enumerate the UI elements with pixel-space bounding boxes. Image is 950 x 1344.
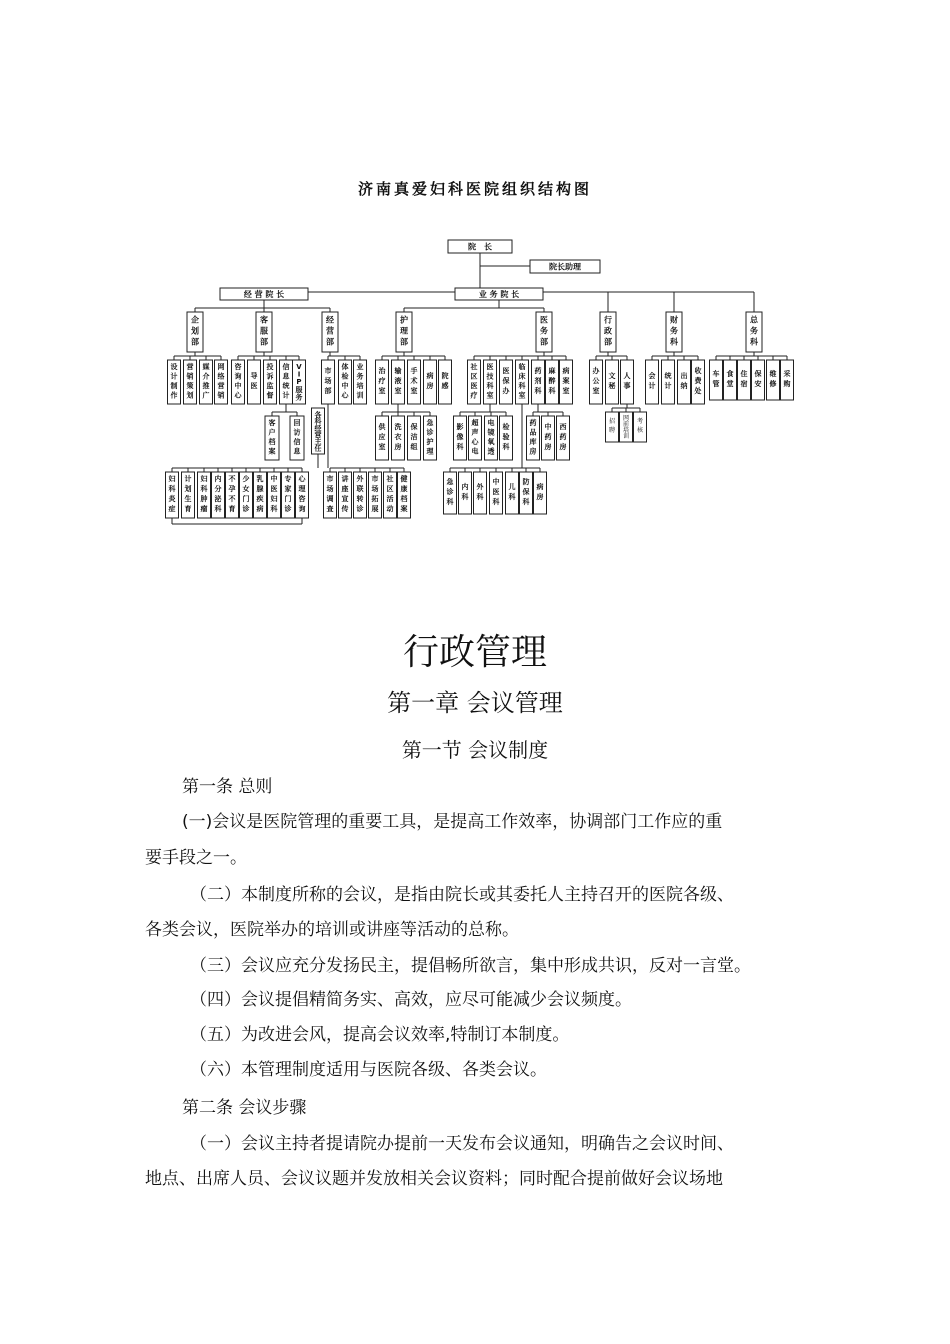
org-market-unit-4-char: 动 xyxy=(386,505,394,513)
org-dept-3-char: 部 xyxy=(400,337,408,347)
org-ops-unit-2-char: 务 xyxy=(356,372,364,381)
main-title: 行政管理 xyxy=(402,632,547,673)
org-medtech-sub-3-char: 检 xyxy=(502,423,510,431)
org-clinical-sub-6-char: 房 xyxy=(536,493,544,501)
org-dept-0-char: 划 xyxy=(191,326,199,336)
org-market-unit-5-char: 案 xyxy=(400,505,408,513)
org-ops-sub-char: 营 xyxy=(314,431,322,439)
org-planning-unit-3-char: 营 xyxy=(217,382,225,390)
org-planning-unit-1-char: 销 xyxy=(186,372,194,381)
org-dept-4-char: 务 xyxy=(540,326,548,336)
org-root-box-label: 院 长 xyxy=(468,242,492,252)
org-medical-unit-1-char: 科 xyxy=(486,382,494,390)
org-service-unit-4-char: 服 xyxy=(295,385,303,394)
org-specialty-unit-4-char: 不 xyxy=(228,495,236,503)
org-clinical-sub-0-char: 诊 xyxy=(446,488,454,496)
article-2-heading: 第二条 会议步骤 xyxy=(182,1098,307,1118)
org-dept-2-char: 营 xyxy=(326,326,334,336)
org-market-unit-3-char: 展 xyxy=(371,505,379,513)
paragraph-2-line-2: 各类会议，医院举办的培训或讲座等活动的总称。 xyxy=(145,920,519,940)
org-specialty-unit-9-char: 心 xyxy=(298,475,306,483)
org-specialty-unit-7-char: 科 xyxy=(270,505,278,513)
org-service-unit-4-char: P xyxy=(296,378,302,387)
org-dept-6-char: 务 xyxy=(670,326,678,336)
org-nursing-sub-0-char: 应 xyxy=(378,433,386,441)
org-nursing-unit-0-char: 室 xyxy=(378,387,386,395)
org-specialty-unit-3-char: 科 xyxy=(214,505,222,513)
org-service-sub-0-char: 户 xyxy=(268,428,276,437)
org-ops-sub-char: 主 xyxy=(314,437,322,446)
org-ops-unit-1-char: 心 xyxy=(341,391,349,400)
org-specialty-unit-0-char: 科 xyxy=(168,485,176,493)
org-specialty-unit-3-char: 分 xyxy=(214,485,222,493)
org-specialty-unit-7-char: 医 xyxy=(270,485,278,493)
org-specialty-unit-7-char: 妇 xyxy=(270,495,278,503)
org-admin-unit-0-char: 公 xyxy=(592,377,600,385)
org-specialty-unit-8-char: 门 xyxy=(284,495,292,503)
org-general-unit-3-char: 安 xyxy=(754,380,762,388)
org-medical-unit-0-char: 疗 xyxy=(470,391,478,400)
org-nursing-sub-0-char: 供 xyxy=(378,423,386,431)
org-medical-unit-0-char: 医 xyxy=(470,382,478,390)
org-planning-unit-3-char: 络 xyxy=(217,372,225,381)
org-market-unit-5-char: 健 xyxy=(400,475,408,483)
org-service-sub-1-char: 信 xyxy=(293,438,301,446)
org-planning-unit-3-char: 销 xyxy=(217,391,225,400)
org-specialty-unit-2-char: 妇 xyxy=(200,475,208,483)
org-assistant-box-label: 院长助理 xyxy=(549,262,581,272)
org-admin-unit-1-char: 文 xyxy=(608,372,616,380)
org-nursing-sub-1-char: 衣 xyxy=(394,433,402,441)
org-pharmacy-sub-1-char: 药 xyxy=(544,433,552,441)
org-service-sub-0-char: 案 xyxy=(268,447,276,456)
org-specialty-unit-7-char: 中 xyxy=(270,475,278,483)
org-specialty-unit-2-char: 科 xyxy=(200,485,208,493)
org-market-unit-5-char: 康 xyxy=(400,485,408,493)
org-general-unit-2-char: 住 xyxy=(740,370,748,378)
org-pharmacy-sub-2-char: 药 xyxy=(559,433,567,441)
org-clinical-sub-2-char: 外 xyxy=(476,483,484,491)
org-pharmacy-sub-2-char: 西 xyxy=(559,423,567,431)
article-1-heading: 第一条 总则 xyxy=(182,777,273,797)
org-hr-sub-0-char: 招 xyxy=(608,418,616,425)
org-dept-5-char: 部 xyxy=(604,337,612,347)
org-planning-unit-0-char: 作 xyxy=(170,391,178,400)
org-medtech-sub-0-char: 影 xyxy=(456,423,464,431)
org-nursing-sub-3-char: 理 xyxy=(426,447,434,456)
org-dept-2-char: 部 xyxy=(326,337,334,347)
org-specialty-unit-6-char: 乳 xyxy=(256,475,264,483)
org-nursing-sub-3-char: 急 xyxy=(426,419,434,427)
org-clinical-sub-3-char: 科 xyxy=(492,498,500,506)
org-clinical-sub-1-char: 内 xyxy=(461,483,469,491)
org-service-unit-2-char: 监 xyxy=(266,382,274,390)
org-medical-unit-5-char: 醉 xyxy=(548,377,556,385)
org-pharmacy-sub-1-char: 房 xyxy=(544,443,552,451)
org-general-unit-3-char: 保 xyxy=(754,370,762,378)
org-dept-0-char: 企 xyxy=(191,315,199,325)
org-medical-unit-0-char: 社 xyxy=(470,363,478,371)
org-nursing-unit-1-char: 室 xyxy=(394,387,402,395)
org-specialty-unit-8-char: 诊 xyxy=(284,505,292,513)
org-medical-unit-3-char: 临 xyxy=(518,363,526,371)
org-planning-unit-0-char: 制 xyxy=(170,382,178,390)
org-market-unit-0-char: 调 xyxy=(326,495,334,503)
org-nursing-sub-0-char: 室 xyxy=(378,443,386,451)
org-general-unit-4-char: 维 xyxy=(769,370,777,378)
org-hr-sub-1-char: 培 xyxy=(622,427,630,434)
org-service-sub-0-char: 客 xyxy=(268,419,276,427)
org-nursing-unit-0-char: 疗 xyxy=(378,377,386,385)
org-hr-sub-1-char: 前 xyxy=(622,421,630,428)
org-service-sub-1-char: 息 xyxy=(293,447,301,456)
org-specialty-unit-3-char: 泌 xyxy=(214,495,222,503)
org-market-unit-0-char: 场 xyxy=(326,485,334,493)
org-dept-5-char: 政 xyxy=(604,326,612,336)
org-specialty-unit-2-char: 瘤 xyxy=(200,505,208,513)
org-medical-unit-2-char: 保 xyxy=(502,377,510,385)
org-specialty-unit-4-char: 育 xyxy=(228,505,236,513)
org-pharmacy-sub-0-char: 房 xyxy=(529,447,537,456)
org-medical-unit-4-char: 科 xyxy=(534,387,542,395)
org-vp-operations-box-label: 经 营 院 长 xyxy=(243,290,285,299)
org-medtech-sub-2-char: 镜 xyxy=(487,428,495,437)
org-medtech-sub-1-char: 声 xyxy=(471,428,479,437)
org-service-unit-0-char: 中 xyxy=(234,382,242,390)
org-service-sub-0-char: 档 xyxy=(268,438,276,446)
org-clinical-sub-5-char: 科 xyxy=(522,498,530,506)
org-service-unit-3-char: 信 xyxy=(282,363,290,371)
org-dept-6-char: 科 xyxy=(670,337,678,347)
org-medical-unit-1-char: 室 xyxy=(486,391,494,400)
org-service-unit-1-char: 导 xyxy=(250,372,258,380)
org-specialty-unit-1-char: 育 xyxy=(184,505,192,513)
org-clinical-sub-3-char: 中 xyxy=(492,478,500,486)
org-service-unit-4-char: I xyxy=(297,370,301,379)
org-medical-unit-5-char: 科 xyxy=(548,387,556,395)
org-market-unit-4-char: 活 xyxy=(386,495,394,503)
org-dept-3-char: 护 xyxy=(400,315,408,325)
org-market-unit-1-char: 座 xyxy=(341,485,349,493)
org-finance-unit-3-char: 费 xyxy=(694,377,702,385)
org-market-unit-1-char: 传 xyxy=(341,505,349,513)
org-pharmacy-sub-0-char: 库 xyxy=(529,438,537,446)
org-nursing-sub-3-char: 护 xyxy=(426,438,434,446)
org-service-unit-4-char: V xyxy=(296,363,302,371)
org-clinical-sub-6-char: 病 xyxy=(536,483,544,491)
org-ops-unit-0-char: 部 xyxy=(324,387,332,395)
org-specialty-unit-3-char: 内 xyxy=(214,475,222,483)
org-service-unit-0-char: 咨 xyxy=(234,363,242,371)
org-specialty-unit-9-char: 理 xyxy=(298,485,306,493)
org-ops-unit-1-char: 中 xyxy=(341,382,349,390)
org-service-sub-1-char: 访 xyxy=(293,428,301,437)
paragraph-2-line-1: （二）本制度所称的会议，是指由院长或其委托人主持召开的医院各级、 xyxy=(190,885,734,905)
org-service-unit-1-char: 医 xyxy=(250,382,258,390)
org-ops-unit-2-char: 训 xyxy=(356,391,364,400)
org-medical-unit-1-char: 技 xyxy=(486,372,494,381)
org-nursing-sub-1-char: 洗 xyxy=(394,423,402,431)
org-specialty-unit-5-char: 女 xyxy=(242,485,250,493)
org-ops-sub-char: 各 xyxy=(314,411,322,419)
org-market-unit-0-char: 市 xyxy=(326,475,334,483)
org-ops-sub-char: 经 xyxy=(314,424,322,433)
org-medical-unit-6-char: 案 xyxy=(562,377,570,385)
org-general-unit-5-char: 采 xyxy=(783,370,791,378)
org-dept-1-char: 客 xyxy=(260,315,268,325)
org-market-unit-5-char: 档 xyxy=(400,495,408,503)
section-title: 第一节 会议制度 xyxy=(401,738,549,762)
org-specialty-unit-2-char: 肿 xyxy=(200,495,208,503)
org-admin-unit-0-char: 办 xyxy=(592,367,600,375)
paragraph-4: （四）会议提倡精简务实、高效，应尽可能减少会议频度。 xyxy=(190,990,632,1010)
org-ops-sub-char: 科 xyxy=(314,417,322,426)
org-specialty-unit-5-char: 门 xyxy=(242,495,250,503)
org-dept-7-char: 总 xyxy=(750,315,758,325)
org-dept-5-char: 行 xyxy=(604,315,612,325)
org-finance-unit-1-char: 统 xyxy=(664,372,672,380)
org-planning-unit-1-char: 划 xyxy=(186,391,194,400)
org-medtech-sub-1-char: 电 xyxy=(471,447,479,456)
org-nursing-unit-3-char: 病 xyxy=(426,372,434,380)
org-specialty-unit-0-char: 炎 xyxy=(168,495,176,503)
org-market-unit-3-char: 拓 xyxy=(371,495,379,503)
org-specialty-unit-1-char: 生 xyxy=(184,495,192,503)
org-nursing-unit-2-char: 室 xyxy=(410,387,418,395)
org-specialty-unit-6-char: 腺 xyxy=(256,485,264,493)
org-clinical-sub-3-char: 医 xyxy=(492,488,500,496)
org-medical-unit-3-char: 室 xyxy=(518,391,526,400)
org-clinical-sub-1-char: 科 xyxy=(461,493,469,501)
org-service-unit-3-char: 计 xyxy=(282,391,290,400)
org-ops-unit-0-char: 市 xyxy=(324,367,332,375)
org-vp-business-box-label: 业 务 院 长 xyxy=(478,290,520,299)
org-general-unit-1-char: 食 xyxy=(726,370,734,378)
org-nursing-sub-3-char: 诊 xyxy=(426,428,434,437)
org-specialty-unit-8-char: 专 xyxy=(284,475,292,483)
org-hr-sub-1-char: 网 xyxy=(622,415,630,422)
org-dept-4-char: 部 xyxy=(540,337,548,347)
org-specialty-unit-6-char: 病 xyxy=(256,505,264,513)
org-finance-unit-1-char: 计 xyxy=(664,382,672,390)
org-service-unit-2-char: 诉 xyxy=(266,372,274,381)
org-market-unit-1-char: 宣 xyxy=(341,495,349,503)
org-nursing-unit-2-char: 手 xyxy=(410,367,418,375)
org-general-unit-0-char: 车 xyxy=(712,370,720,378)
org-hr-sub-2-char: 核 xyxy=(636,427,644,434)
org-nursing-unit-3-char: 房 xyxy=(426,382,434,390)
org-general-unit-4-char: 修 xyxy=(769,380,777,388)
org-nursing-sub-2-char: 组 xyxy=(410,443,418,451)
org-general-unit-1-char: 堂 xyxy=(726,380,734,388)
org-specialty-unit-0-char: 妇 xyxy=(168,475,176,483)
org-admin-unit-1-char: 秘 xyxy=(608,382,616,390)
org-dept-0-char: 部 xyxy=(191,337,199,347)
org-medtech-sub-0-char: 像 xyxy=(456,433,464,441)
paragraph-7-line-1: （一）会议主持者提请院办提前一天发布会议通知，明确告之会议时间、 xyxy=(190,1134,734,1154)
org-chart-title: 济南真爱妇科医院组织结构图 xyxy=(357,180,592,198)
org-medtech-sub-0-char: 科 xyxy=(456,443,464,451)
org-market-unit-2-char: 转 xyxy=(356,495,364,503)
org-dept-7-char: 科 xyxy=(750,337,758,347)
org-admin-unit-0-char: 室 xyxy=(592,387,600,395)
org-clinical-sub-5-char: 保 xyxy=(522,488,530,496)
org-nursing-unit-4-char: 感 xyxy=(441,382,449,390)
org-hr-sub-1-char: 训 xyxy=(622,433,630,440)
org-medical-unit-4-char: 剂 xyxy=(534,377,542,385)
org-clinical-sub-0-char: 科 xyxy=(446,498,454,506)
org-specialty-unit-0-char: 症 xyxy=(168,505,176,513)
org-finance-unit-3-char: 收 xyxy=(694,367,702,375)
org-general-unit-0-char: 管 xyxy=(712,380,720,388)
org-clinical-sub-4-char: 儿 xyxy=(508,483,516,491)
org-market-unit-2-char: 外 xyxy=(356,475,364,483)
org-nursing-sub-1-char: 房 xyxy=(394,443,402,451)
org-medical-unit-2-char: 医 xyxy=(502,367,510,375)
org-planning-unit-1-char: 策 xyxy=(186,382,194,390)
org-specialty-unit-9-char: 咨 xyxy=(298,495,306,503)
org-specialty-unit-8-char: 家 xyxy=(284,485,292,493)
org-market-unit-3-char: 市 xyxy=(371,475,379,483)
org-medtech-sub-3-char: 验 xyxy=(502,433,510,441)
org-nursing-unit-2-char: 术 xyxy=(410,377,418,385)
org-admin-unit-2-char: 人 xyxy=(623,372,631,380)
org-service-unit-3-char: 息 xyxy=(282,372,290,381)
org-service-unit-4-char: 务 xyxy=(295,393,303,402)
org-finance-unit-0-char: 会 xyxy=(648,372,656,380)
org-medtech-sub-2-char: 氧 xyxy=(487,438,495,446)
org-clinical-sub-2-char: 科 xyxy=(476,493,484,501)
org-ops-unit-2-char: 培 xyxy=(356,382,364,390)
org-medical-unit-4-char: 药 xyxy=(534,367,542,375)
org-specialty-unit-5-char: 少 xyxy=(242,475,250,483)
org-nursing-sub-2-char: 洁 xyxy=(410,433,418,441)
org-chart xyxy=(160,232,800,532)
org-nursing-unit-4-char: 院 xyxy=(441,372,449,380)
paragraph-1-line-2: 要手段之一。 xyxy=(145,848,247,868)
org-market-unit-4-char: 区 xyxy=(386,485,394,493)
org-finance-unit-3-char: 处 xyxy=(694,387,702,395)
org-ops-unit-2-char: 业 xyxy=(356,363,364,371)
org-specialty-unit-4-char: 不 xyxy=(228,475,236,483)
org-dept-6-char: 财 xyxy=(670,315,678,325)
org-medtech-sub-2-char: 透 xyxy=(487,447,495,456)
org-medical-unit-3-char: 科 xyxy=(518,382,526,390)
org-dept-2-char: 经 xyxy=(326,315,334,325)
org-planning-unit-0-char: 计 xyxy=(170,372,178,381)
org-hr-sub-2-char: 考 xyxy=(636,418,644,425)
org-admin-unit-2-char: 事 xyxy=(623,382,631,390)
org-finance-unit-2-char: 出 xyxy=(680,372,688,380)
org-pharmacy-sub-2-char: 房 xyxy=(559,443,567,451)
org-hr-sub-0-char: 聘 xyxy=(608,427,616,434)
org-medical-unit-2-char: 办 xyxy=(502,387,510,395)
org-medical-unit-0-char: 区 xyxy=(470,372,478,381)
org-ops-unit-1-char: 体 xyxy=(341,363,349,371)
paragraph-5: （五）为改进会风，提高会议效率,特制订本制度。 xyxy=(190,1025,570,1045)
org-nursing-unit-1-char: 输 xyxy=(394,367,402,375)
org-ops-unit-0-char: 场 xyxy=(324,377,332,385)
org-market-unit-2-char: 诊 xyxy=(356,505,364,513)
org-nursing-unit-0-char: 治 xyxy=(378,367,386,375)
org-pharmacy-sub-0-char: 品 xyxy=(529,428,537,437)
org-medtech-sub-2-char: 电 xyxy=(487,419,495,427)
org-planning-unit-2-char: 介 xyxy=(202,372,210,381)
org-dept-3-char: 理 xyxy=(400,326,408,336)
org-ops-sub-char: 任 xyxy=(314,444,322,453)
org-nursing-unit-1-char: 液 xyxy=(394,377,402,385)
org-planning-unit-3-char: 网 xyxy=(217,363,225,371)
org-dept-7-char: 务 xyxy=(750,326,758,336)
chapter-title: 第一章 会议管理 xyxy=(387,689,563,717)
org-medical-unit-5-char: 麻 xyxy=(548,367,556,375)
paragraph-1-line-1: (一)会议是医院管理的重要工具，是提高工作效率，协调部门工作应的重 xyxy=(182,812,723,832)
org-specialty-unit-9-char: 询 xyxy=(298,505,306,513)
org-ops-unit-1-char: 检 xyxy=(341,372,349,381)
paragraph-3: （三）会议应充分发扬民主，提倡畅所欲言，集中形成共识，反对一言堂。 xyxy=(190,956,751,976)
org-medical-unit-1-char: 医 xyxy=(486,363,494,371)
org-service-sub-1-char: 回 xyxy=(293,419,301,427)
org-clinical-sub-0-char: 急 xyxy=(446,478,454,486)
org-dept-1-char: 服 xyxy=(260,326,268,336)
org-specialty-unit-1-char: 计 xyxy=(184,475,192,483)
org-clinical-sub-5-char: 防 xyxy=(522,478,530,486)
org-pharmacy-sub-1-char: 中 xyxy=(544,423,552,431)
org-medtech-sub-1-char: 心 xyxy=(471,438,479,446)
org-medical-unit-6-char: 室 xyxy=(562,387,570,395)
org-specialty-unit-4-char: 孕 xyxy=(228,485,236,493)
org-service-unit-0-char: 询 xyxy=(234,372,242,381)
org-planning-unit-2-char: 推 xyxy=(202,382,210,390)
org-clinical-sub-4-char: 科 xyxy=(508,493,516,501)
org-specialty-unit-5-char: 诊 xyxy=(242,505,250,513)
org-pharmacy-sub-0-char: 药 xyxy=(529,419,537,427)
org-market-unit-2-char: 联 xyxy=(356,485,364,493)
org-finance-unit-2-char: 纳 xyxy=(680,382,688,390)
org-market-unit-3-char: 场 xyxy=(371,485,379,493)
org-medtech-sub-1-char: 超 xyxy=(471,419,479,427)
org-general-unit-5-char: 购 xyxy=(783,380,791,388)
paragraph-7-line-2: 地点、出席人员、会议议题并发放相关会议资料；同时配合提前做好会议场地 xyxy=(145,1169,723,1189)
org-service-unit-2-char: 投 xyxy=(266,363,274,371)
org-dept-1-char: 部 xyxy=(260,337,268,347)
org-service-unit-2-char: 督 xyxy=(266,391,274,400)
org-specialty-unit-6-char: 疾 xyxy=(256,495,264,503)
org-medtech-sub-3-char: 科 xyxy=(502,443,510,451)
paragraph-6: （六）本管理制度适用与医院各级、各类会议。 xyxy=(190,1060,547,1080)
org-service-unit-3-char: 统 xyxy=(282,382,290,390)
org-planning-unit-2-char: 媒 xyxy=(202,363,210,371)
org-planning-unit-2-char: 广 xyxy=(202,391,210,400)
org-general-unit-2-char: 宿 xyxy=(740,380,748,388)
org-finance-unit-0-char: 计 xyxy=(648,382,656,390)
org-service-unit-0-char: 心 xyxy=(234,391,242,400)
org-planning-unit-0-char: 设 xyxy=(170,363,178,371)
org-market-unit-1-char: 讲 xyxy=(341,475,349,483)
org-nursing-sub-2-char: 保 xyxy=(410,423,418,431)
org-medical-unit-6-char: 病 xyxy=(562,367,570,375)
org-market-unit-0-char: 查 xyxy=(326,505,334,513)
org-medical-unit-3-char: 床 xyxy=(518,372,526,381)
org-specialty-unit-1-char: 划 xyxy=(184,485,192,493)
org-market-unit-4-char: 社 xyxy=(386,475,394,483)
org-dept-4-char: 医 xyxy=(540,315,548,325)
org-planning-unit-1-char: 营 xyxy=(186,363,194,371)
